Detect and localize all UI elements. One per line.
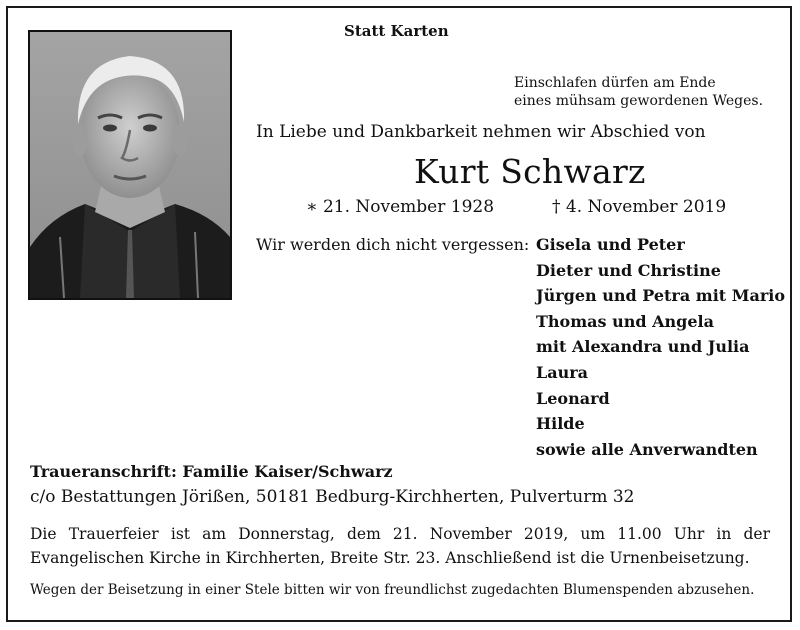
death-date: † 4. November 2019 [552, 197, 727, 217]
birth-date: ∗ 21. November 1928 [306, 197, 495, 217]
portrait-photo [28, 30, 232, 300]
deceased-name: Kurt Schwarz [414, 152, 646, 191]
ceremony-text [30, 522, 770, 570]
ceremony-line: Evangelischen Kirche in Kirchherten, Breite Str. 23. Anschließend ist die Urnenbeisetzung. [30, 549, 750, 567]
statt-karten-heading: Statt Karten [344, 22, 449, 40]
address-line: c/o Bestattungen Jörißen, 50181 Bedburg-Kirchherten, Pulverturm 32 [30, 487, 635, 507]
list-item: Jürgen und Petra mit Mario [536, 286, 785, 306]
list-item: Hilde [536, 414, 585, 434]
list-item: Gisela und Peter [536, 235, 685, 254]
list-item: Laura [536, 362, 589, 382]
epigraph-quote [514, 74, 763, 110]
flower-note: Wegen der Beisetzung in einer Stele bitten wir von freundlichst zugedachten Blumenspenden abzusehen. [30, 582, 755, 598]
mourners-lead: Wir werden dich nicht vergessen: [256, 235, 530, 254]
address-label: Traueranschrift: Familie Kaiser/Schwarz [30, 462, 393, 481]
intro-text: In Liebe und Dankbarkeit nehmen wir Abschied von [256, 122, 706, 142]
list-item: mit Alexandra und Julia [536, 337, 750, 357]
list-item: Leonard [536, 388, 610, 408]
list-item: sowie alle Anverwandten [536, 439, 758, 459]
life-dates [306, 197, 726, 217]
quote-line: Einschlafen dürfen am Ende [514, 75, 716, 91]
quote-line: eines mühsam gewordenen Weges. [514, 93, 764, 109]
mourners-list [536, 232, 785, 462]
ceremony-line: Die Trauerfeier ist am Donnerstag, dem 21. November 2019, um 11.00 Uhr in der [30, 525, 770, 543]
list-item: Dieter und Christine [536, 260, 721, 280]
list-item: Thomas und Angela [536, 311, 714, 331]
